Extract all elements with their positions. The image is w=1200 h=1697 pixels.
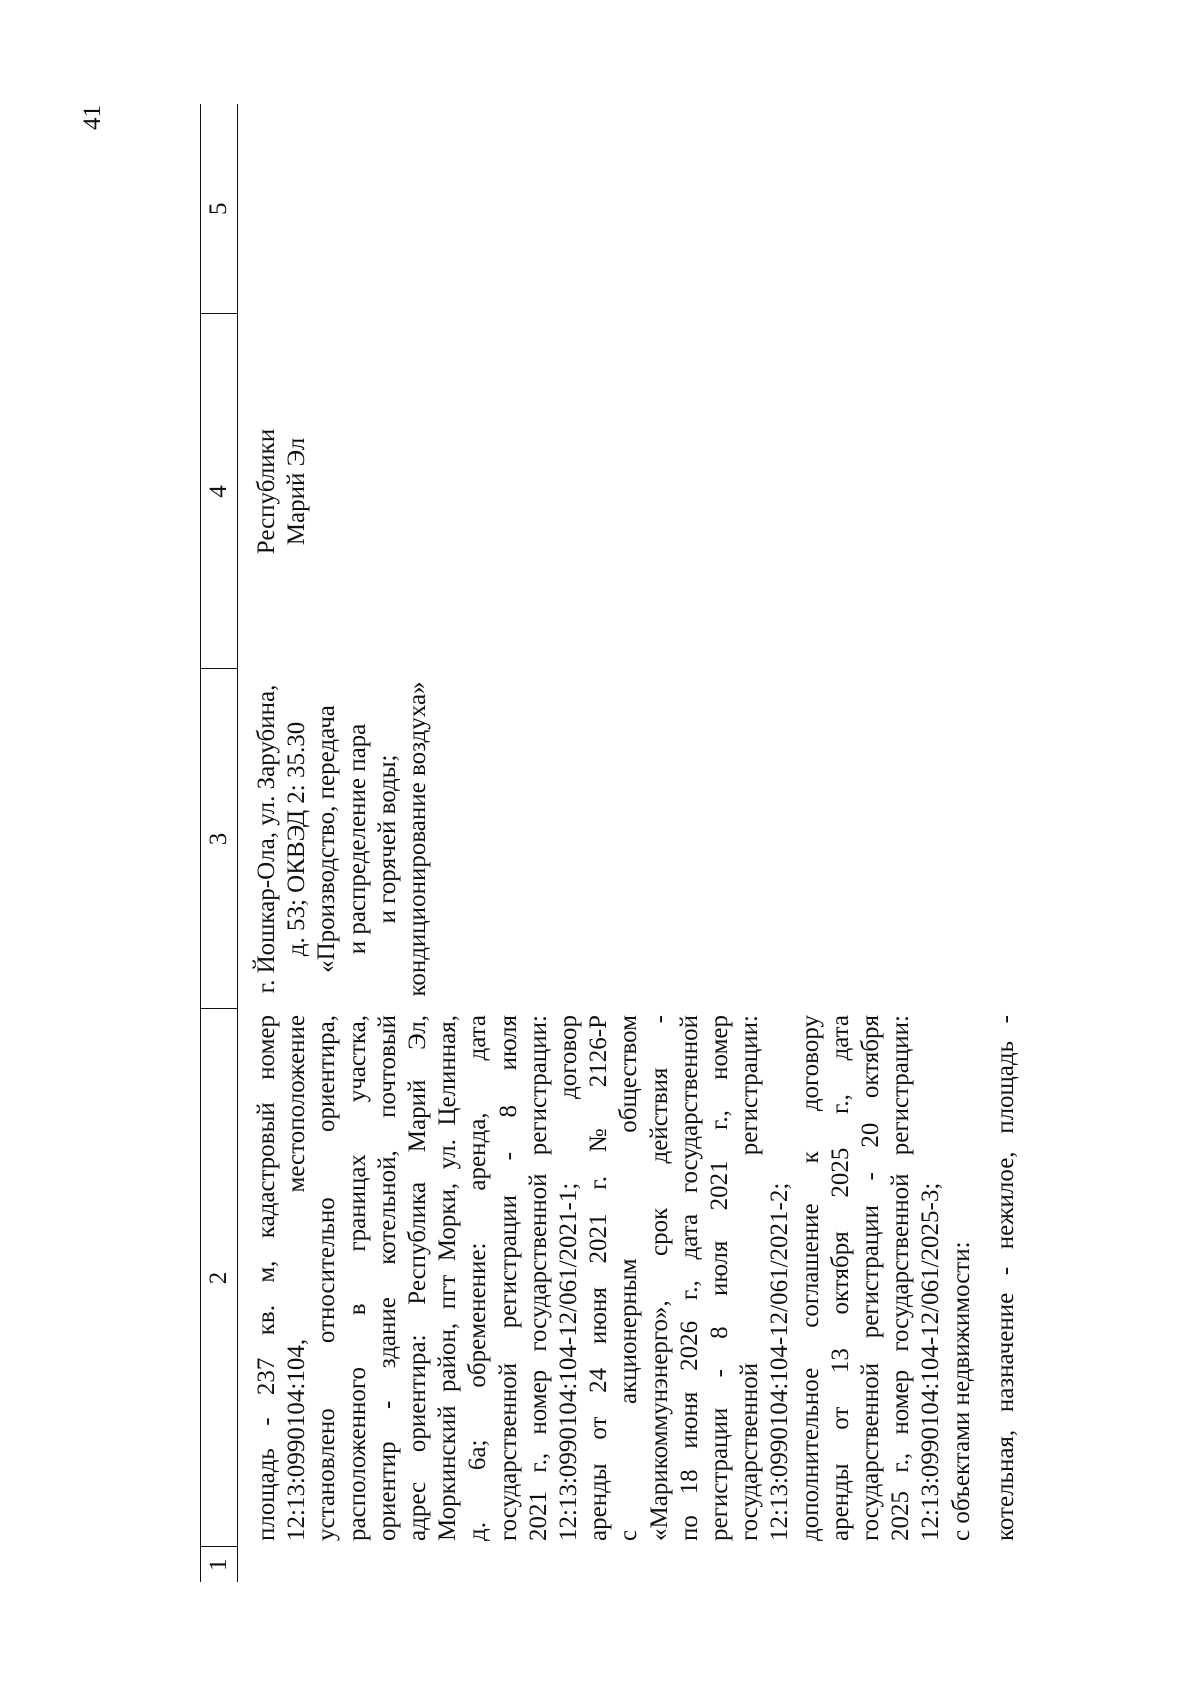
column-number-3: 3: [201, 669, 238, 1009]
text-line: «Производство, передача: [313, 705, 341, 973]
text-line: регистрации - 8 июля 2021 г., номер: [706, 1015, 734, 1541]
text-line: ориентир - здание котельной, почтовый: [373, 1015, 401, 1541]
text-line: Республики: [253, 428, 280, 555]
text-line: установлено относительно ориентира,: [313, 1015, 341, 1541]
column-number-1: 1: [201, 1547, 238, 1582]
owner-text: [252, 320, 312, 663]
text-line: 12:13:0990104:104, местоположение: [283, 1015, 311, 1541]
text-line: «Марикоммунэнерго», срок действия -: [645, 1015, 673, 1541]
text-line: 12:13:0990104:104-12/061/2021-1; договор: [555, 1015, 583, 1541]
text-line: с объектами недвижимости:: [947, 1241, 975, 1541]
text-line: котельная, назначение - нежилое, площадь -: [991, 1015, 1019, 1541]
text-line: аренды от 24 июня 2021 г. № 2126-Р: [585, 1015, 613, 1541]
text-line: 2025 г., номер государственной регистрации:: [887, 1015, 915, 1541]
text-line: кондиционирование воздуха»: [404, 681, 432, 997]
text-line: д. 53; ОКВЭД 2: 35.30: [283, 721, 311, 957]
text-line: расположенного в границах участка,: [343, 1015, 371, 1541]
document-table: [200, 104, 1021, 1582]
column-number-5: 5: [201, 104, 238, 314]
text-line: площадь - 237 кв. м, кадастровый номер: [253, 1015, 280, 1541]
text-line: 12:13:0990104:104-12/061/2025-3;: [917, 1182, 945, 1541]
text-line: государственной регистрации - 20 октября: [857, 1015, 885, 1541]
description-paragraph: [991, 1015, 1021, 1541]
text-line: д. 6а; обременение: аренда, дата: [464, 1015, 492, 1541]
object-description-text: [252, 1015, 1021, 1541]
text-line: по 18 июня 2026 г., дата государственной: [675, 1015, 703, 1541]
text-line: и горячей воды;: [373, 754, 401, 924]
description-paragraph: [252, 1015, 977, 1541]
column-number-2: 2: [201, 1009, 238, 1547]
table-header-row: [201, 104, 238, 1582]
text-line: дополнительное соглашение к договору: [796, 1015, 824, 1541]
text-line: Марий Эл: [283, 437, 311, 546]
table-row: [238, 104, 1022, 1582]
rotated-page-content: [200, 104, 1080, 1582]
text-line: и распределение пара: [343, 723, 371, 955]
address-okved-text: [252, 675, 433, 1003]
text-line: государственной регистрации:: [736, 1015, 764, 1541]
text-line: Моркинский район, пгт Морки, ул. Целинная,: [434, 1015, 462, 1541]
page-number: 41: [79, 105, 106, 130]
text-line: государственной регистрации - 8 июля: [494, 1015, 522, 1541]
text-line: аренды от 13 октября 2025 г., дата: [826, 1015, 854, 1541]
text-line: 12:13:0990104:104-12/061/2021-2;: [766, 1182, 794, 1541]
cell-owner: [238, 314, 1022, 669]
cell-col5: [238, 104, 1022, 314]
cell-object-description: [238, 1009, 1022, 1547]
cell-col1: [238, 1547, 1022, 1582]
text-line: г. Йошкар-Ола, ул. Зарубина,: [253, 684, 280, 994]
text-line: 2021 г., номер государственной регистрации:: [524, 1015, 552, 1541]
text-line: адрес ориентира: Республика Марий Эл,: [404, 1015, 432, 1541]
cell-address-okved: [238, 669, 1022, 1009]
text-line: с акционерным обществом: [615, 1015, 643, 1541]
column-number-4: 4: [201, 314, 238, 669]
